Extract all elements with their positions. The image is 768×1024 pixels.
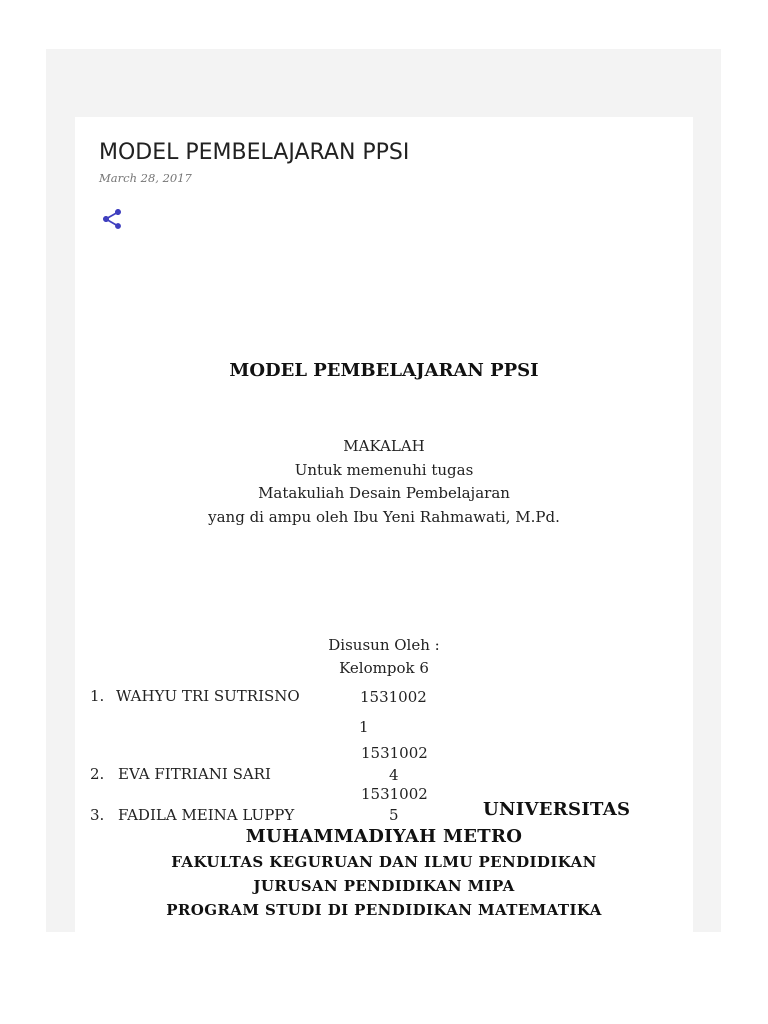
member-name: EVA FITRIANI SARI (118, 765, 271, 783)
university-name: MUHAMMADIYAH METRO (245, 826, 523, 847)
document-course: Matakuliah Desain Pembelajaran (258, 484, 510, 502)
post-date[interactable]: March 28, 2017 (99, 171, 192, 185)
document-title: MODEL PEMBELAJARAN PPSI (229, 360, 539, 381)
member-name: WAHYU TRI SUTRISNO (116, 687, 300, 705)
document-lecturer: yang di ampu oleh Ibu Yeni Rahmawati, M.Pd. (208, 508, 560, 526)
share-button[interactable] (100, 207, 124, 231)
member-id: 1531002 (361, 744, 428, 762)
study-program: PROGRAM STUDI DI PENDIDIKAN MATEMATIKA (166, 901, 602, 919)
department-name: JURUSAN PENDIDIKAN MIPA (253, 877, 515, 895)
member-number: 2. (90, 765, 105, 783)
member-number: 1. (90, 687, 105, 705)
member-id: 1531002 (361, 785, 428, 803)
document-purpose: Untuk memenuhi tugas (294, 461, 474, 479)
member-name: FADILA MEINA LUPPY (118, 806, 295, 824)
university-label: UNIVERSITAS (483, 799, 631, 820)
member-id-suffix: 1 (359, 718, 369, 736)
member-id-suffix: 4 (389, 766, 399, 784)
share-icon (100, 207, 124, 231)
document-type: MAKALAH (343, 437, 425, 455)
member-id-suffix: 5 (389, 806, 399, 824)
group-label: Kelompok 6 (339, 659, 429, 677)
member-id: 1531002 (360, 688, 427, 706)
faculty-name: FAKULTAS KEGURUAN DAN ILMU PENDIDIKAN (171, 853, 597, 871)
member-number: 3. (90, 806, 105, 824)
post-title[interactable]: MODEL PEMBELAJARAN PPSI (99, 140, 410, 165)
compiled-by-label: Disusun Oleh : (328, 636, 440, 654)
